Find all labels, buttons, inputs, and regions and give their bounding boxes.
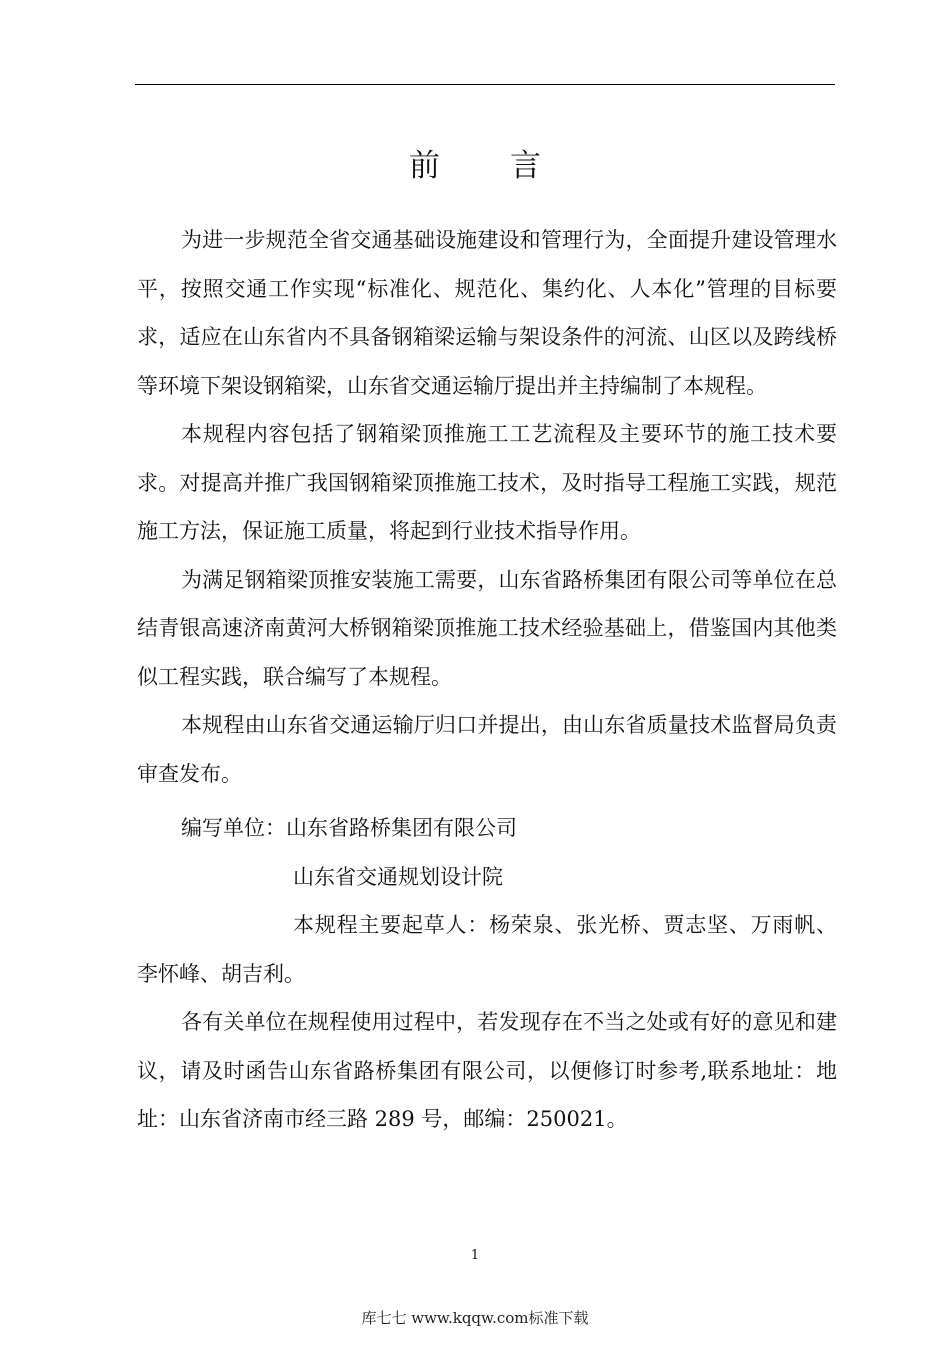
paragraph-5: 各有关单位在规程使用过程中，若发现存在不当之处或有好的意见和建议，请及时函告山东省路桥集团有限公司，以便修订时参考,联系地址：地址：山东省济南市经三路 289 号，邮编：250021。	[137, 1010, 837, 1131]
footer-watermark: 库七七 www.kqqw.com标准下载	[361, 1309, 589, 1327]
paragraph-2: 本规程内容包括了钢箱梁顶推施工工艺流程及主要环节的施工技术要求。对提高并推广我国钢箱梁顶推施工技术，及时指导工程施工实践，规范施工方法，保证施工质量，将起到行业技术指导作用。	[137, 422, 837, 543]
title-char-2: 言	[510, 148, 541, 184]
title-char-1: 前	[409, 148, 440, 184]
drafting-org-label: 编写单位：山东省路桥集团有限公司	[181, 816, 517, 840]
paragraph-4: 本规程由山东省交通运输厅归口并提出，由山东省质量技术监督局负责审查发布。	[137, 713, 837, 786]
header-rule	[135, 84, 835, 85]
page-title	[0, 140, 950, 185]
drafting-org-2: 山东省交通规划设计院	[293, 864, 503, 889]
drafters-list: 本规程主要起草人：杨荣泉、张光桥、贾志坚、万雨帆、李怀峰、胡吉利。	[137, 913, 837, 986]
paragraph-3: 为满足钢箱梁顶推安装施工需要，山东省路桥集团有限公司等单位在总结青银高速济南黄河大桥钢箱梁顶推施工技术经验基础上，借鉴国内其他类似工程实践，联合编写了本规程。	[137, 567, 837, 689]
page-number: 1	[470, 1248, 480, 1263]
document-body	[137, 216, 837, 1144]
paragraph-1: 为进一步规范全省交通基础设施建设和管理行为，全面提升建设管理水平，按照交通工作实现“标准化、规范化、集约化、人本化”管理的目标要求，适应在山东省内不具备钢箱梁运输与架设条件的河流、山区以及跨线桥等环境下架设钢箱梁，山东省交通运输厅提出并主持编制了本规程。	[137, 228, 837, 398]
